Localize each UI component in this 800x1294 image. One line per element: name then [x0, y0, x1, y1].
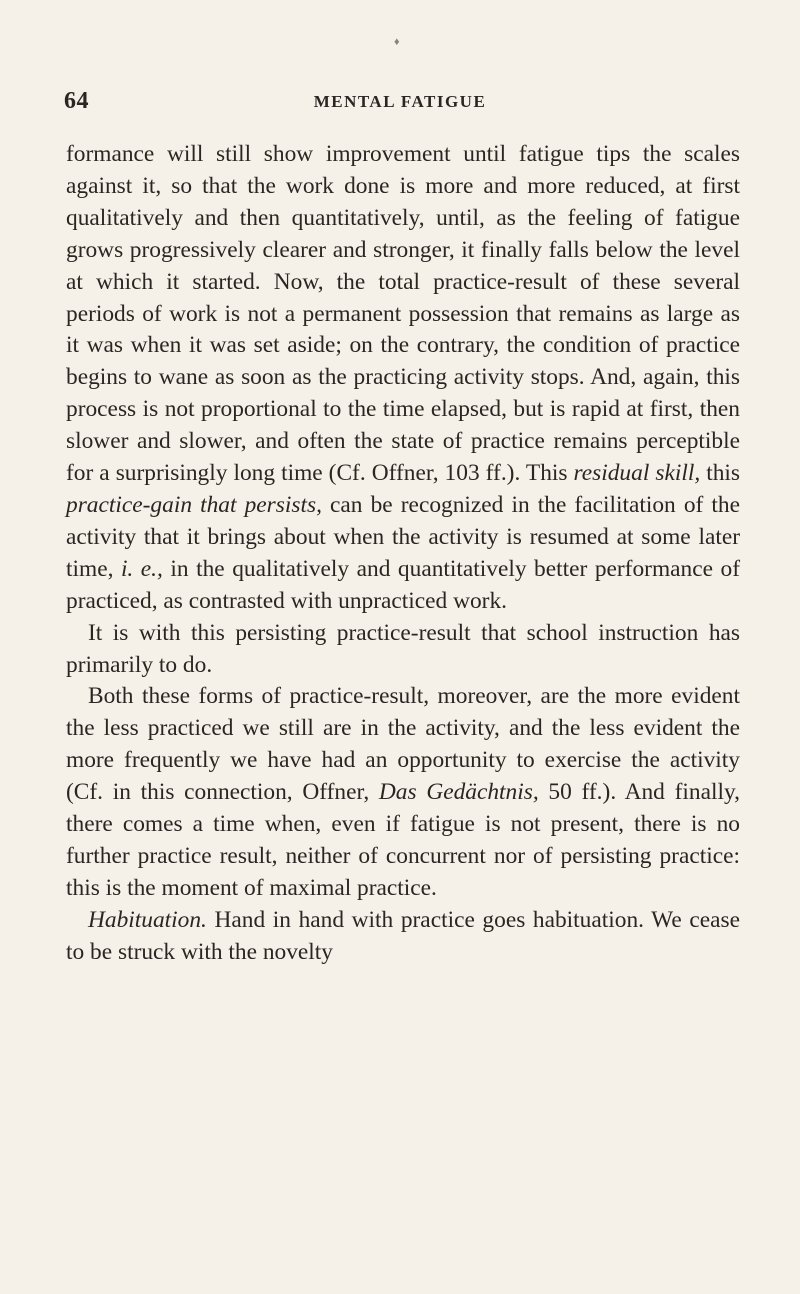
text-run: Both these forms of practice-result, moreover, are the more evident the less practiced we still are in the activity, and the less evident the more frequently we have had an opportunity to exercise the activity (Cf. in this connection, Offner, [66, 683, 740, 806]
paragraph [66, 139, 740, 618]
body-text [66, 139, 740, 969]
italic-title: Das Gedächtnis, [378, 779, 539, 806]
italic-term: practice-gain that persists, [66, 491, 322, 518]
text-run: in the qualitatively and quantitatively better performance of practiced, as contrasted with unpracticed work. [66, 555, 740, 614]
page-mark: ♦ [394, 36, 400, 48]
italic-abbreviation: i. e., [120, 555, 163, 582]
page-header [64, 88, 736, 118]
paragraph [66, 905, 740, 969]
text-run: 50 ff.). And finally, there comes a time when, even if fatigue is not present, there is no further practice result, neither of concurrent nor of persisting practice: this is the moment of maximal practice. [66, 779, 740, 901]
text-run: this [700, 460, 740, 487]
running-head: MENTAL FATIGUE [313, 92, 487, 111]
section-heading: Habituation. [88, 906, 207, 933]
text-run: formance will still show improvement until fatigue tips the scales against it, so that the work done is more and more reduced, at first qualitatively and then quantitatively, until, as the feeling of fatigue grows progressively clearer and stronger, it finally falls below the level at which it started. Now, the total practice-result of these several periods of work is not a permanent possession that remains as large as it was when it was set aside; on the contrary, the condition of practice begins to wane as soon as the practicing activity stops. And, again, this process is not proportional to the time elapsed, but is rapid at first, then slower and slower, and often the state of practice remains perceptible for a surprisingly long time (Cf. Offner, 103 ff.). This [66, 141, 740, 487]
text-run: can be recognized in the facilitation of the activity that it brings about when the activity is resumed at some later time, [66, 491, 740, 582]
text-run: Hand in hand with practice goes habituation. We cease to be struck with the novelty [66, 906, 740, 965]
italic-term: residual skill, [573, 460, 701, 487]
paragraph: It is with this persisting practice-result that school instruction has primarily to do. [66, 619, 740, 678]
paragraph [66, 681, 740, 904]
page-number: 64 [64, 88, 89, 114]
